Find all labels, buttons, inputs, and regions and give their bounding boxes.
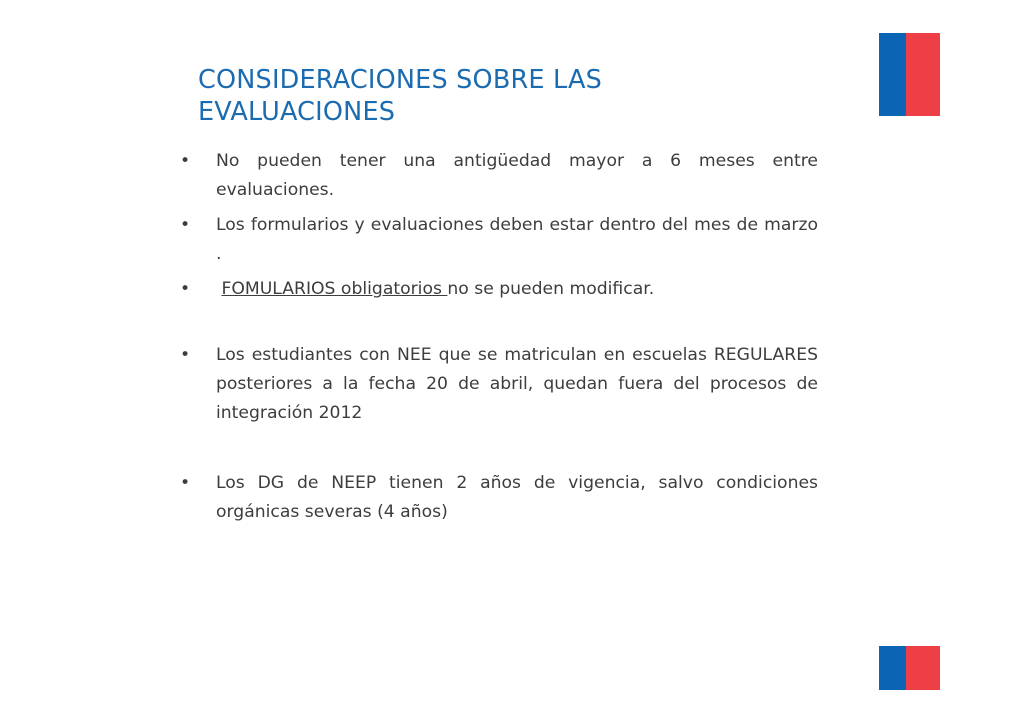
- flag-red-stripe: [906, 646, 940, 690]
- bullet-item: [180, 275, 818, 304]
- title-line-1: CONSIDERACIONES SOBRE LAS: [198, 65, 603, 95]
- bullet-list: [180, 147, 818, 527]
- flag-blue-stripe: [879, 646, 906, 690]
- slide-title: [198, 64, 798, 128]
- bullet-text: Los formularios y evaluaciones deben estar dentro del mes de marzo .: [216, 215, 818, 264]
- bullet-item: [180, 469, 818, 527]
- chile-flag-logo-bottom: [879, 646, 940, 690]
- bullet-text: Los estudiantes con NEE que se matriculan en escuelas REGULARES posteriores a la fecha 20 de abril, quedan fuera del procesos de integración 2012: [216, 345, 818, 423]
- bullet-dot: •: [180, 151, 191, 171]
- bullet-item: [180, 147, 818, 205]
- chile-flag-logo-top: [879, 33, 940, 116]
- bullet-dot: •: [180, 215, 191, 235]
- bullet-text: No pueden tener una antigüedad mayor a 6 meses entre evaluaciones.: [216, 151, 818, 200]
- flag-red-stripe: [906, 33, 940, 116]
- bullet-item: [180, 341, 818, 428]
- bullet-dot: •: [180, 345, 191, 365]
- bullet-dot: •: [180, 279, 191, 299]
- bullet-text: Los DG de NEEP tienen 2 años de vigencia, salvo condiciones orgánicas severas (4 años): [216, 473, 818, 522]
- bullet-underlined-text: FOMULARIOS obligatorios: [221, 279, 448, 299]
- bullet-item: [180, 211, 818, 269]
- title-line-2: EVALUACIONES: [198, 97, 396, 127]
- bullet-dot: •: [180, 473, 191, 493]
- bullet-text: no se pueden modificar.: [447, 279, 655, 299]
- flag-blue-stripe: [879, 33, 906, 116]
